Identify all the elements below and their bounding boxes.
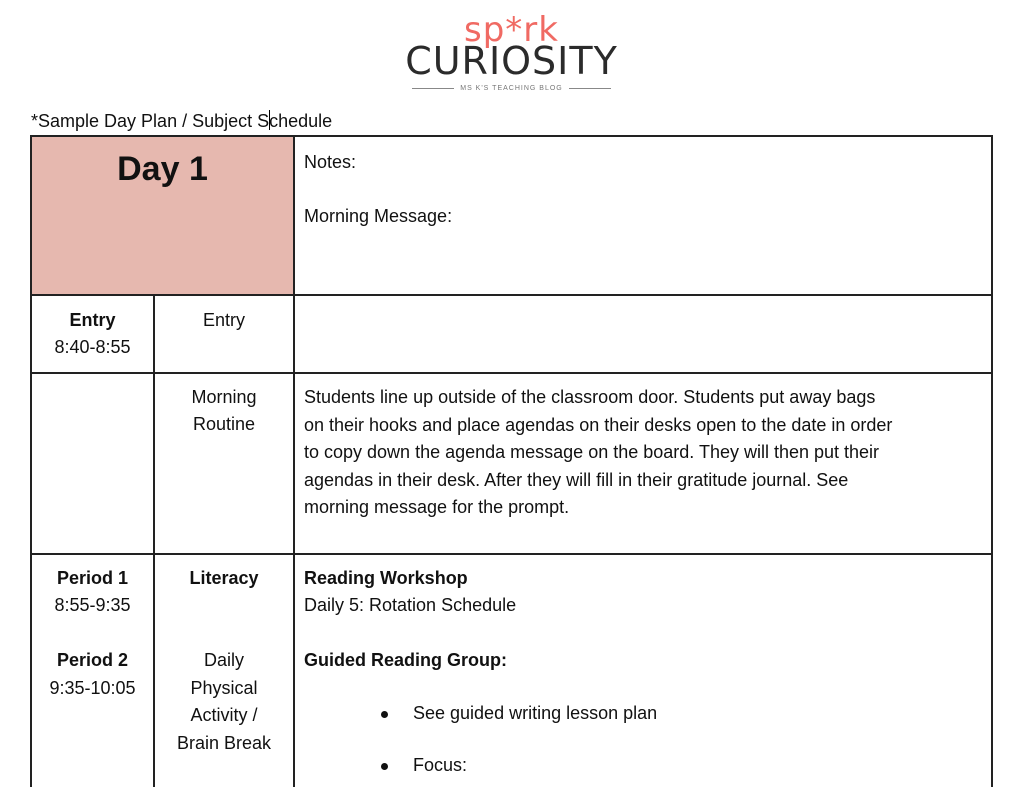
document-heading[interactable] (31, 110, 332, 132)
bullet-icon (381, 763, 388, 770)
bullet-item: See guided writing lesson plan (413, 703, 658, 723)
table-border-left (30, 135, 32, 787)
period-1-label: Period 1 (56, 568, 129, 588)
heading-text-start: *Sample Day Plan / Subject S (31, 111, 270, 131)
notes-label: Notes: (304, 152, 357, 172)
details-line: agendas in their desk. After they will fill in their gratitude journal. See (304, 469, 849, 490)
table-col-divider (153, 295, 155, 787)
logo-curiosity-text: CURIOSITY (405, 39, 618, 83)
period-2-label: Period 2 (56, 650, 129, 670)
period-2-time: 9:35-10:05 (49, 678, 136, 698)
bullet-icon (381, 711, 388, 718)
morning-message-label: Morning Message: (304, 206, 453, 226)
period-1-time: 8:55-9:35 (54, 595, 131, 615)
tagline-rule-right (569, 88, 611, 89)
day-title: Day 1 (117, 150, 208, 188)
heading-text-end: chedule (269, 111, 333, 131)
table-row-divider (30, 553, 993, 555)
subject-literacy: Literacy (189, 568, 259, 588)
reading-workshop-detail: Daily 5: Rotation Schedule (304, 595, 517, 615)
details-line: Students line up outside of the classroom door. Students put away bags (304, 387, 876, 407)
table-row-divider (30, 294, 993, 296)
table-border-top (30, 135, 993, 137)
table-border-right (991, 135, 993, 787)
entry-time-label: Entry (69, 310, 116, 330)
logo-spark-text: sp*rk (464, 10, 559, 50)
subject-dpa-line-1: Daily (203, 650, 244, 670)
entry-time-value: 8:40-8:55 (54, 337, 131, 357)
logo-tagline (0, 84, 1023, 93)
entry-activity: Entry (202, 310, 245, 330)
details-line: to copy down the agenda message on the board. They will then put their (304, 442, 880, 462)
tagline-text: MS K'S TEACHING BLOG (460, 85, 563, 92)
details-line: morning message for the prompt. (304, 497, 570, 517)
subject-dpa-line-2: Physical (190, 678, 258, 698)
morning-routine-line-1: Morning (191, 387, 257, 407)
guided-reading-title: Guided Reading Group: (304, 650, 507, 670)
reading-workshop-title: Reading Workshop (304, 568, 468, 588)
subject-dpa-line-3: Activity / (190, 705, 258, 725)
blog-logo (0, 0, 1023, 100)
morning-routine-line-2: Routine (192, 414, 256, 434)
details-line: on their hooks and place agendas on their desks open to the date in order (304, 414, 893, 435)
subject-dpa-line-4: Brain Break (176, 733, 272, 753)
table-row-divider (30, 372, 993, 374)
tagline-rule-left (412, 88, 454, 89)
bullet-item: Focus: (413, 755, 468, 775)
table-col-divider (293, 135, 295, 787)
